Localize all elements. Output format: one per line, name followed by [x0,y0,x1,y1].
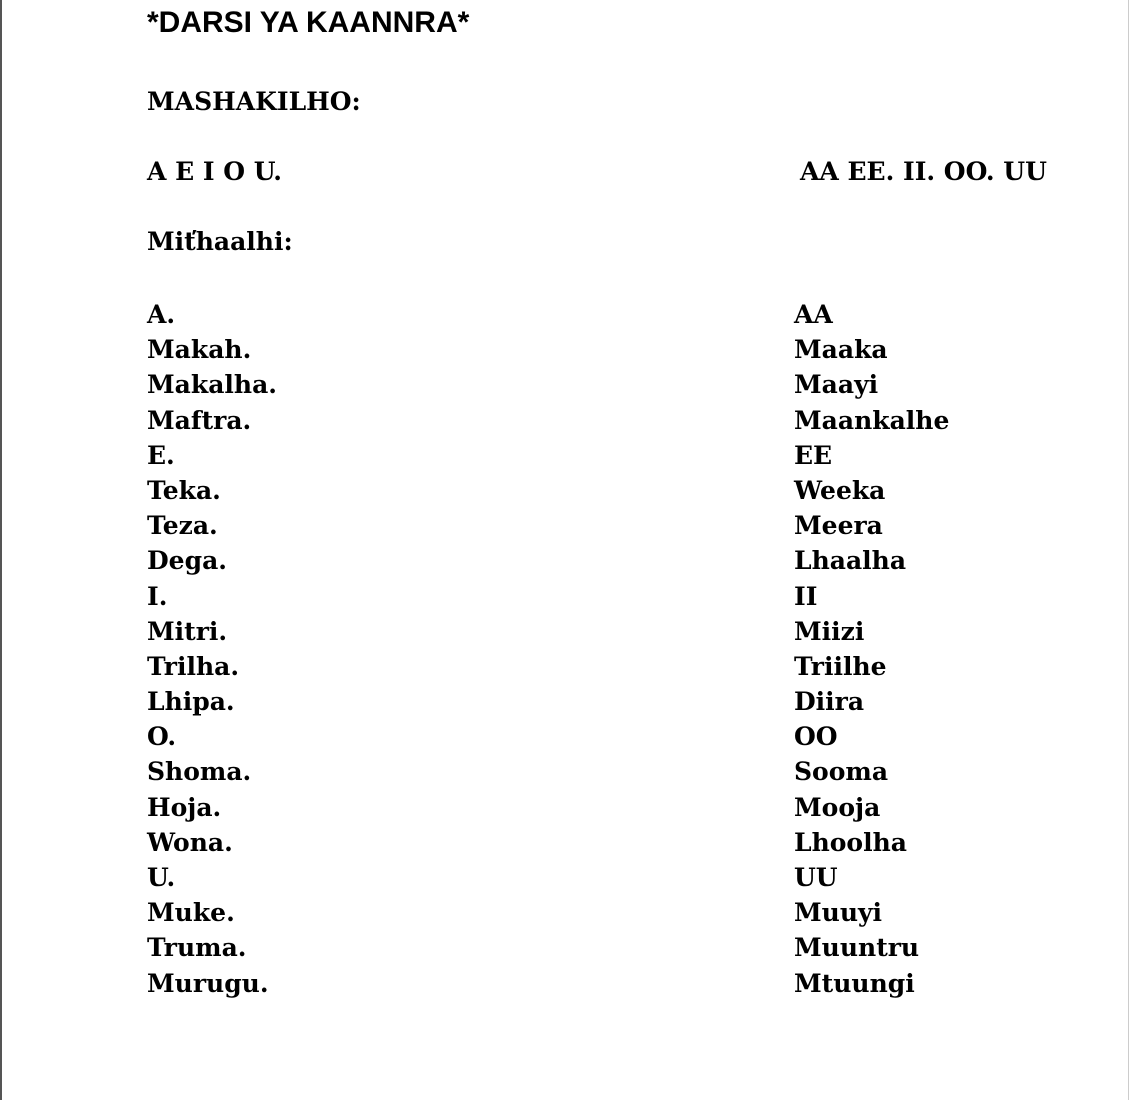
short-vowel-example-word: Dega. [147,546,227,576]
short-vowel-example-word: Teza. [147,511,218,541]
long-vowel-example-word: OO [794,722,838,752]
long-vowel-example-word: Weeka [794,475,886,505]
long-vowel-example-word: Sooma [794,757,889,787]
short-vowel-example-word: Lhipa. [147,687,235,717]
long-vowel-example-word: Maayi [794,370,879,400]
short-vowel-example-word: A. [147,300,176,329]
long-vowel-example-word: Mooja [794,792,881,822]
long-vowel-example-word: Miizi [794,616,865,646]
short-vowel-examples-list [147,297,277,1001]
long-vowels-line: AA EE. II. OO. UU [800,157,1047,186]
short-vowel-example-word: Muke. [147,898,235,928]
short-vowel-example-word: Hoja. [147,792,222,822]
long-vowel-example-word: II [794,581,818,611]
long-vowel-example-word: Maankalhe [794,405,950,435]
short-vowel-example-word: Maftra. [147,405,252,435]
short-vowel-example-word: E. [147,440,175,470]
long-vowel-example-word: Muuyi [794,898,883,928]
short-vowel-example-word: I. [147,581,168,611]
short-vowel-example-word: Trilha. [147,651,240,681]
short-vowel-example-word: Shoma. [147,757,252,787]
long-vowel-example-word: EE [794,440,833,470]
short-vowel-example-word: Makalha. [147,370,277,400]
long-vowel-example-word: Lhoolha [794,827,907,857]
short-vowel-example-word: Teka. [147,475,221,505]
long-vowel-example-word: Mtuungi [794,968,915,998]
short-vowel-example-word: Makah. [147,335,252,365]
long-vowel-example-word: Muuntru [794,933,920,963]
page-left-border [0,0,2,1100]
short-vowel-example-word: Truma. [147,933,247,963]
long-vowel-example-word: UU [794,863,838,892]
document-title: *DARSI YA KAANNRA* [147,6,470,39]
examples-heading: Miťhaalhi: [147,227,293,256]
long-vowel-example-word: AA [794,300,833,329]
short-vowel-example-word: O. [147,722,177,752]
short-vowel-example-word: U. [147,863,176,892]
long-vowel-example-word: Maaka [794,335,888,365]
short-vowel-example-word: Mitri. [147,616,228,646]
long-vowel-example-word: Triilhe [794,651,887,681]
vowels-heading: MASHAKILHO: [147,87,361,116]
long-vowel-example-word: Lhaalha [794,546,907,576]
short-vowel-example-word: Wona. [147,827,233,857]
long-vowel-examples-list [794,297,949,1001]
short-vowel-example-word: Murugu. [147,968,269,998]
long-vowel-example-word: Diira [794,687,865,717]
short-vowels-line: A E I O U. [147,157,282,186]
long-vowel-example-word: Meera [794,511,883,541]
